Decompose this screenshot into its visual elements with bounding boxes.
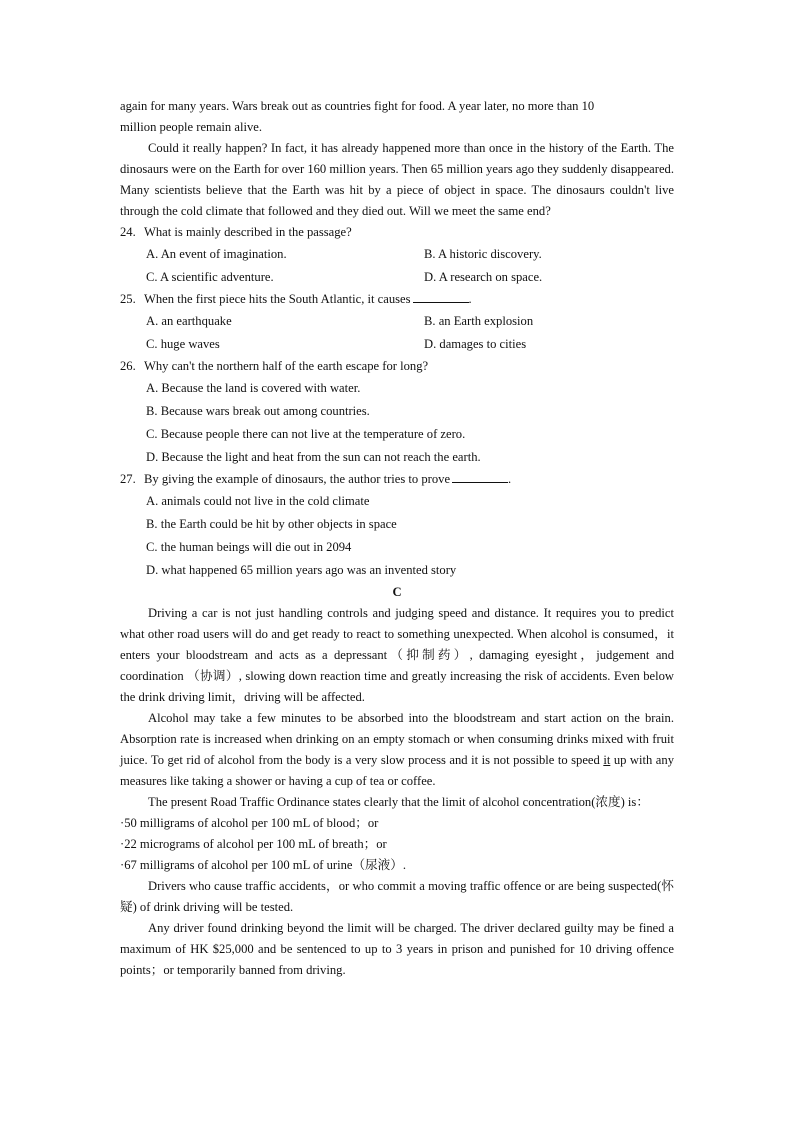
- passage-b-intro-line1: again for many years. Wars break out as countries fight for food. A year later, no more than 10: [120, 99, 595, 113]
- answer-blank: [413, 289, 469, 303]
- question-25: 25. When the first piece hits the South Atlantic, it causes .: [120, 289, 674, 310]
- paragraph-text: up with any measures like taking a shower or having a cup of tea or coffee.: [120, 753, 674, 788]
- question-text: What is mainly described in the passage?: [144, 225, 352, 239]
- option-d[interactable]: D. what happened 65 million years ago was an invented story: [146, 563, 457, 577]
- question-24-options-row-2: [120, 266, 674, 289]
- limit-item: ·22 micrograms of alcohol per 100 mL of breath；or: [120, 837, 387, 851]
- underlined-word: it: [603, 753, 611, 767]
- passage-b-paragraph-2: Could it really happen? In fact, it has already happened more than once in the history of the Earth. The dinosaurs were on the Earth for over 160 million years. Then 65 million years ago they suddenly disappeared. Many scientists believe that the Earth was hit by a piece of object in space. The dinosaurs couldn't live through the cold climate that followed and they died out. Will we meet the same end?: [120, 141, 674, 218]
- question-text: By giving the example of dinosaurs, the author tries to prove: [144, 472, 451, 486]
- option-d[interactable]: D. damages to cities: [424, 337, 527, 351]
- question-number: 27.: [120, 472, 136, 486]
- question-26: [120, 356, 674, 377]
- passage-c-paragraph-4: Drivers who cause traffic accidents，or who commit a moving traffic offence or are being suspected(怀疑) of drink driving will be tested.: [120, 879, 674, 914]
- option-d[interactable]: D. Because the light and heat from the sun can not reach the earth.: [146, 450, 481, 464]
- passage-c-paragraph-5: Any driver found drinking beyond the limit will be charged. The driver declared guilty may be fined a maximum of HK $25,000 and be sentenced to up to 3 years in prison and punished for 10 driving offence points；or temporarily banned from driving.: [120, 921, 674, 977]
- passage-b-intro-line2: million people remain alive.: [120, 120, 262, 134]
- question-25-options-row-2: [120, 333, 674, 356]
- question-text: Why can't the northern half of the earth escape for long?: [144, 359, 429, 373]
- question-number: 26.: [120, 359, 136, 373]
- option-a[interactable]: A. An event of imagination.: [146, 247, 287, 261]
- question-number: 24.: [120, 225, 136, 239]
- question-24: [120, 222, 674, 243]
- option-c[interactable]: C. Because people there can not live at the temperature of zero.: [146, 427, 466, 441]
- option-a[interactable]: A. animals could not live in the cold climate: [146, 494, 370, 508]
- passage-c-paragraph-3: The present Road Traffic Ordinance states clearly that the limit of alcohol concentration(浓度) is：: [148, 795, 649, 809]
- option-d[interactable]: D. A research on space.: [424, 270, 543, 284]
- option-b[interactable]: B. an Earth explosion: [424, 314, 534, 328]
- question-number: 25.: [120, 292, 136, 306]
- paragraph-text: Alcohol may take a few minutes to be absorbed into the bloodstream and start action on the brain. Absorption rate is increased when drinking on an empty stomach or when consuming drinks mixed with fruit juice. To get rid of alcohol from the body is a very slow process and it is not possible to speed: [120, 711, 674, 767]
- option-b[interactable]: B. A historic discovery.: [424, 247, 542, 261]
- question-24-options-row-1: [120, 243, 674, 266]
- option-c[interactable]: C. the human beings will die out in 2094: [146, 540, 352, 554]
- passage-c-paragraph-2: [120, 708, 674, 792]
- answer-blank: [452, 469, 508, 483]
- limit-item: ·50 milligrams of alcohol per 100 mL of blood；or: [120, 816, 379, 830]
- passage-c-paragraph-1: Driving a car is not just handling controls and judging speed and distance. It requires you to predict what other road users will do and get ready to react to something unexpected. When alcohol is consumed，it enters your bloodstream and acts as a depressant（抑制药）, damaging eyesight，judgement and coordination （协调）, slowing down reaction time and greatly increasing the risk of accidents. Even below the drink driving limit，driving will be affected.: [120, 606, 674, 704]
- document-page: [120, 96, 674, 981]
- limit-item: ·67 milligrams of alcohol per 100 mL of urine（尿液）.: [120, 858, 406, 872]
- question-27: 27. By giving the example of dinosaurs, the author tries to prove .: [120, 469, 674, 490]
- option-b[interactable]: B. Because wars break out among countries.: [146, 404, 370, 418]
- option-a[interactable]: A. Because the land is covered with water.: [146, 381, 361, 395]
- question-25-options-row-1: [120, 310, 674, 333]
- option-c[interactable]: C. huge waves: [146, 337, 220, 351]
- option-b[interactable]: B. the Earth could be hit by other objects in space: [146, 517, 397, 531]
- option-c[interactable]: C. A scientific adventure.: [146, 270, 274, 284]
- passage-c-heading: C: [392, 585, 402, 599]
- question-text: When the first piece hits the South Atlantic, it causes: [144, 292, 411, 306]
- option-a[interactable]: A. an earthquake: [146, 314, 232, 328]
